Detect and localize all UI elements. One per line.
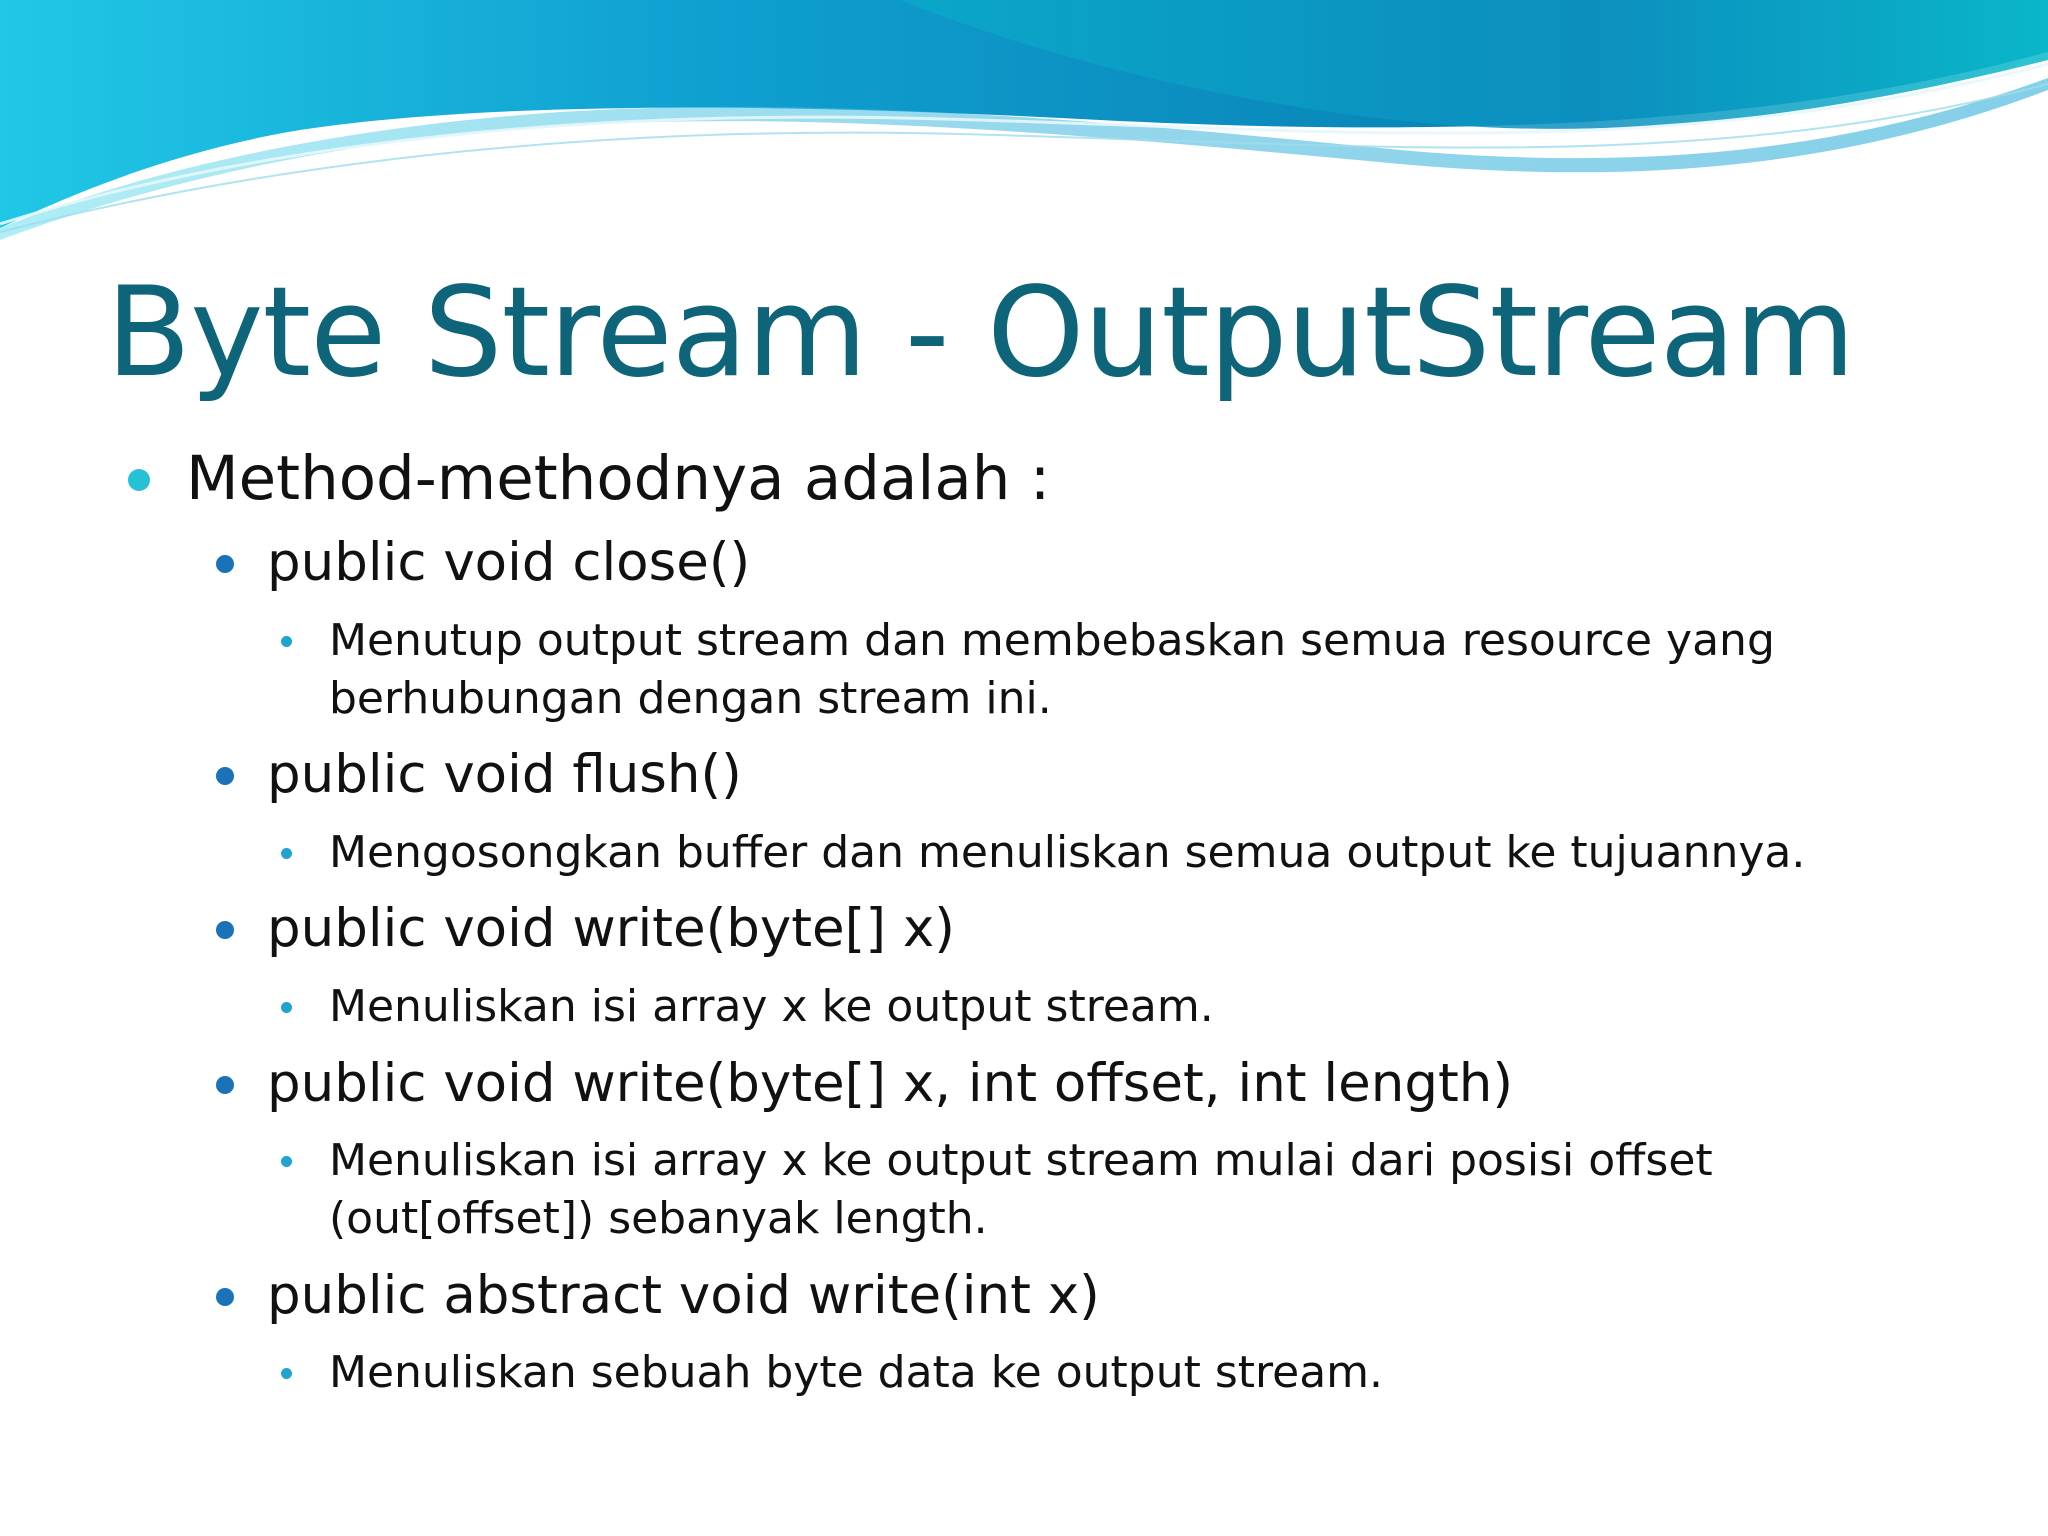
- bullet-dot-level3: [281, 1002, 292, 1013]
- bullet-dot-level2: [216, 555, 234, 573]
- bullet-dot-level3: [281, 848, 292, 859]
- bullet-dot-level1: [128, 469, 150, 491]
- method-item-close: [267, 531, 750, 595]
- description-line: Menuliskan sebuah byte data ke output stream.: [329, 1347, 1384, 1398]
- header-wave-decoration: [0, 0, 2048, 240]
- method-description: [329, 612, 1775, 670]
- method-signature: public abstract void write(int x): [267, 1265, 1100, 1326]
- description-line: Menuliskan isi array x ke output stream.: [329, 981, 1214, 1032]
- description-line: (out[offset]) sebanyak length.: [329, 1193, 988, 1244]
- method-signature: public void flush(): [267, 744, 742, 805]
- method-item-write-array: [267, 897, 955, 961]
- bullet-dot-level3: [281, 636, 292, 647]
- bullet-dot-level3: [281, 1156, 292, 1167]
- slide-title: Byte Stream - OutputStream: [106, 261, 1855, 405]
- method-item-write-offset: [267, 1052, 1513, 1116]
- bullet-dot-level2: [216, 1076, 234, 1094]
- method-signature: public void write(byte[] x, int offset, int length): [267, 1053, 1514, 1114]
- method-description: [329, 1132, 1713, 1190]
- method-item-flush: [267, 743, 742, 807]
- description-line: Menuliskan isi array x ke output stream mulai dari posisi offset: [329, 1135, 1713, 1186]
- bullet-dot-level2: [216, 1288, 234, 1306]
- description-line: berhubungan dengan stream ini.: [329, 673, 1052, 724]
- method-item-write-int: [267, 1264, 1100, 1328]
- method-signature: public void write(byte[] x): [267, 898, 955, 959]
- bullet-dot-level2: [216, 767, 234, 785]
- bullet-dot-level3: [281, 1368, 292, 1379]
- method-signature: public void close(): [267, 532, 751, 593]
- method-description: [329, 978, 1214, 1036]
- description-line: Mengosongkan buffer dan menuliskan semua output ke tujuannya.: [329, 827, 1806, 878]
- intro-text: Method-methodnya adalah :: [186, 443, 1051, 514]
- description-line: Menutup output stream dan membebaskan semua resource yang: [329, 615, 1775, 666]
- bullet-dot-level2: [216, 921, 234, 939]
- bullet-intro: [186, 442, 1050, 516]
- method-description-continued: [329, 1190, 988, 1248]
- method-description: [329, 1344, 1383, 1402]
- method-description: [329, 824, 1805, 882]
- method-description-continued: [329, 670, 1052, 728]
